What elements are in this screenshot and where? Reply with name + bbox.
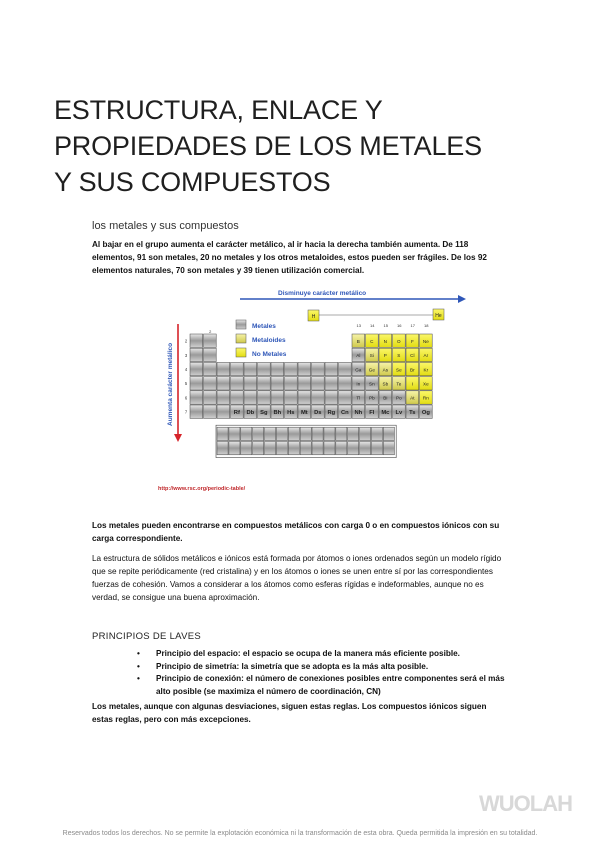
element-cell (271, 391, 284, 404)
svg-text:Si: Si (369, 353, 374, 359)
element-cell (348, 427, 359, 440)
svg-text:Rf: Rf (233, 409, 240, 416)
period-number: 6 (184, 395, 188, 401)
svg-text:Cn: Cn (340, 409, 349, 416)
list-item: • Principio de conexión: el número de conexiones posibles entre componentes será el más alto posible (se maximiza el número de coordinación, CN) (137, 674, 505, 696)
svg-text:S: S (397, 353, 401, 359)
group-number: 17 (410, 323, 415, 328)
element-cell (190, 405, 203, 418)
element-cell (352, 348, 365, 361)
element-cell (383, 427, 394, 440)
element-cell (420, 334, 433, 347)
subtitle: los metales y sus compuestos (92, 220, 239, 232)
element-cell (231, 377, 244, 390)
svg-text:Sg: Sg (260, 409, 268, 416)
element-cell (312, 427, 323, 440)
watermark-logo: WUOLAH (479, 791, 572, 816)
element-cell (379, 405, 392, 418)
element-cell (312, 391, 325, 404)
element-cell (339, 405, 352, 418)
page-title (54, 92, 554, 200)
element-cell (231, 391, 244, 404)
svg-text:In: In (356, 381, 361, 387)
title-line-2: PROPIEDADES DE LOS METALES (54, 131, 482, 161)
group-number: 13 (356, 323, 361, 328)
svg-text:Mt: Mt (300, 409, 308, 416)
svg-text:Te: Te (396, 381, 402, 387)
paragraph-structure: La estructura de sólidos metálicos e iónicos está formada por átomos o iones ordenados según un modelo rígido que se repite periódicamente (red cristalina) y en los átomos o iones se unen entre sí por las correspondientes fuerzas de cohesión. Vamos a considerar a los átomos como esferas rígidas e indeformables, aunque no es verdad, se consigue una buena aproximación. (92, 554, 502, 602)
element-cell (253, 427, 264, 440)
element-cell (366, 348, 379, 361)
group-number: 2 (209, 329, 212, 334)
element-cell (325, 391, 338, 404)
svg-text:Ts: Ts (409, 409, 416, 416)
element-cell (325, 377, 338, 390)
svg-text:Sn: Sn (369, 381, 375, 387)
svg-text:Ga: Ga (355, 367, 362, 373)
element-cell (406, 405, 419, 418)
element-cell (217, 441, 228, 454)
element-cell (339, 391, 352, 404)
element-cell (366, 391, 379, 404)
element-cell (244, 377, 257, 390)
element-cell (312, 362, 325, 375)
svg-text:At: At (410, 395, 415, 401)
element-cell (352, 405, 365, 418)
element-cell (231, 362, 244, 375)
period-number: 2 (184, 338, 188, 344)
svg-text:Ne: Ne (422, 338, 429, 344)
element-cell (339, 377, 352, 390)
element-cell (217, 391, 230, 404)
element-cell (352, 377, 365, 390)
svg-text:Mc: Mc (381, 409, 390, 416)
element-cell (276, 441, 287, 454)
element-cell (360, 427, 371, 440)
element-cell (298, 391, 311, 404)
element-cell (352, 391, 365, 404)
element-cell (190, 348, 203, 361)
svg-text:Se: Se (396, 367, 402, 373)
svg-text:Br: Br (410, 367, 415, 373)
period-number: 4 (184, 367, 188, 372)
source-url: http://www.rsc.org/periodic-table/ (158, 486, 246, 492)
element-cell (231, 405, 244, 418)
svg-text:Ds: Ds (314, 409, 322, 416)
section-title: PRINCIPIOS DE LAVES (92, 631, 201, 642)
element-cell (379, 362, 392, 375)
element-cell (253, 441, 264, 454)
top-arrow-label: Disminuye carácter metálico (278, 290, 367, 297)
element-cell (383, 441, 394, 454)
element-cell (204, 334, 217, 347)
svg-text:Lv: Lv (395, 409, 403, 416)
principles-list (92, 648, 512, 698)
element-cell (348, 441, 359, 454)
group-number: 15 (383, 323, 388, 328)
bullet-icon: • (137, 649, 140, 658)
element-cell (244, 362, 257, 375)
element-cell (190, 377, 203, 390)
element-cell (244, 391, 257, 404)
group-number: 18 (424, 323, 429, 328)
element-cell (312, 377, 325, 390)
element-cell (339, 362, 352, 375)
element-cell (217, 377, 230, 390)
element-cell (285, 362, 298, 375)
paragraph-conclusion: Los metales, aunque con algunas desviaciones, siguen estas reglas. Los compuestos iónicos siguen estas reglas, pero con más excepciones. (92, 702, 487, 724)
legend-metales: Metales (252, 323, 276, 330)
element-cell (288, 441, 299, 454)
element-cell (258, 405, 271, 418)
element-cell (204, 348, 217, 361)
element-cell (244, 405, 257, 418)
period-number: 3 (184, 352, 188, 358)
element-cell (229, 427, 240, 440)
element-cell (285, 391, 298, 404)
element-cell (265, 441, 276, 454)
element-cell (217, 362, 230, 375)
f-block-grid (216, 425, 396, 457)
element-cell (271, 405, 284, 418)
svg-text:O: O (397, 338, 401, 344)
svg-text:Pb: Pb (369, 395, 375, 401)
element-cell (217, 405, 230, 418)
element-cell (241, 427, 252, 440)
legend-metaloides: Metaloides (252, 337, 286, 344)
top-arrow-head (458, 295, 466, 303)
element-cell (298, 362, 311, 375)
svg-text:Rg: Rg (327, 409, 336, 416)
side-arrow-head (174, 434, 182, 442)
element-cell (393, 362, 406, 375)
element-cell (420, 348, 433, 361)
element-cell (366, 377, 379, 390)
element-cell (204, 405, 217, 418)
svg-text:Rn: Rn (422, 395, 429, 401)
element-cell (420, 405, 433, 418)
element-cell (258, 377, 271, 390)
svg-text:I: I (411, 381, 413, 387)
element-cell (366, 405, 379, 418)
svg-text:Ar: Ar (423, 353, 429, 359)
element-cell (393, 377, 406, 390)
element-cell (190, 391, 203, 404)
element-cell (393, 405, 406, 418)
element-cell (366, 334, 379, 347)
element-cell (393, 348, 406, 361)
element-cell (336, 441, 347, 454)
paragraph-intro: Al bajar en el grupo aumenta el carácter metálico, al ir hacia la derecha también aumenta. De 118 elementos, 91 son metales, 20 no metales y los otros metaloides, estos pueden ser frágiles. De los 92 elementos naturales, 70 son metales y 39 tienen utilización comercial. (92, 240, 487, 275)
element-cell (371, 441, 382, 454)
svg-text:As: As (382, 367, 389, 373)
element-cell (336, 427, 347, 440)
group-number: 14 (370, 323, 375, 328)
element-cell (379, 348, 392, 361)
cell-hydrogen (308, 310, 319, 321)
element-cell (204, 362, 217, 375)
element-cell (325, 405, 338, 418)
element-cell (312, 405, 325, 418)
element-cell (288, 427, 299, 440)
svg-text:Og: Og (421, 409, 430, 416)
list-item: • Principio de simetría: la simetría que se adopta es la más alta posible. (92, 661, 512, 674)
element-cell (298, 405, 311, 418)
list-item: • Principio del espacio: el espacio se ocupa de la manera más eficiente posible. (92, 648, 512, 661)
element-cell (190, 334, 203, 347)
bullet-icon: • (137, 661, 140, 671)
element-cell (285, 377, 298, 390)
element-cell (379, 334, 392, 347)
element-cell (406, 348, 419, 361)
svg-text:Xe: Xe (423, 381, 429, 387)
title-line-3: Y SUS COMPUESTOS (54, 167, 331, 197)
periodic-table-figure (158, 284, 476, 496)
element-cell (190, 362, 203, 375)
element-cell (276, 427, 287, 440)
svg-text:Cl: Cl (410, 353, 415, 359)
element-cell (406, 377, 419, 390)
element-cell (325, 362, 338, 375)
element-cell (229, 441, 240, 454)
element-cell (352, 362, 365, 375)
svg-text:Bi: Bi (383, 395, 388, 401)
svg-text:C: C (370, 338, 374, 344)
svg-text:Db: Db (246, 409, 255, 416)
legend-no-metales: No Metales (252, 351, 287, 358)
element-cell (217, 427, 228, 440)
title-line-1: ESTRUCTURA, ENLACE Y (54, 95, 383, 125)
element-cell (241, 441, 252, 454)
element-cell (366, 362, 379, 375)
svg-text:Nh: Nh (354, 409, 363, 416)
group-number: 16 (397, 323, 402, 328)
svg-text:Sb: Sb (382, 381, 389, 387)
element-cell (406, 334, 419, 347)
svg-text:Al: Al (356, 353, 361, 359)
paragraph-compounds: Los metales pueden encontrarse en compuestos metálicos con carga 0 o en compuestos iónicos con su carga correspondiente. (92, 521, 500, 543)
footer-notice: Reservados todos los derechos. No se permite la explotación económica ni la transformación de esta obra. Queda permitida la impresión en su totalidad. (62, 830, 538, 837)
element-cell (393, 334, 406, 347)
svg-text:Fl: Fl (369, 409, 375, 416)
periodic-table-grid (185, 323, 432, 418)
svg-text:Po: Po (396, 395, 402, 401)
element-cell (379, 391, 392, 404)
element-cell (258, 391, 271, 404)
element-cell (258, 362, 271, 375)
element-cell (420, 377, 433, 390)
element-cell (420, 391, 433, 404)
element-cell (204, 391, 217, 404)
svg-text:Hs: Hs (287, 409, 295, 416)
side-arrow-label: Aumenta carácter metálico (167, 342, 174, 426)
element-cell (300, 427, 311, 440)
element-cell (324, 427, 335, 440)
element-cell (271, 377, 284, 390)
svg-text:Bh: Bh (273, 409, 282, 416)
element-cell (204, 377, 217, 390)
element-cell (312, 441, 323, 454)
svg-text:Kr: Kr (423, 367, 429, 373)
element-cell (352, 334, 365, 347)
svg-text:N: N (383, 338, 388, 344)
svg-text:P: P (383, 353, 387, 359)
svg-text:Ge: Ge (368, 367, 375, 373)
svg-text:H: H (311, 314, 316, 320)
period-number: 7 (184, 409, 188, 415)
bullet-icon: • (137, 674, 140, 683)
svg-text:He: He (435, 313, 442, 319)
element-cell (371, 427, 382, 440)
element-cell (360, 441, 371, 454)
element-cell (265, 427, 276, 440)
element-cell (406, 362, 419, 375)
svg-text:B: B (356, 338, 360, 344)
element-cell (420, 362, 433, 375)
element-cell (324, 441, 335, 454)
element-cell (285, 405, 298, 418)
element-cell (298, 377, 311, 390)
cell-helium (433, 309, 444, 320)
element-cell (393, 391, 406, 404)
period-number: 5 (184, 381, 188, 387)
element-cell (300, 441, 311, 454)
svg-text:Tl: Tl (356, 395, 361, 401)
element-cell (406, 391, 419, 404)
element-cell (271, 362, 284, 375)
svg-text:F: F (410, 338, 414, 344)
element-cell (379, 377, 392, 390)
